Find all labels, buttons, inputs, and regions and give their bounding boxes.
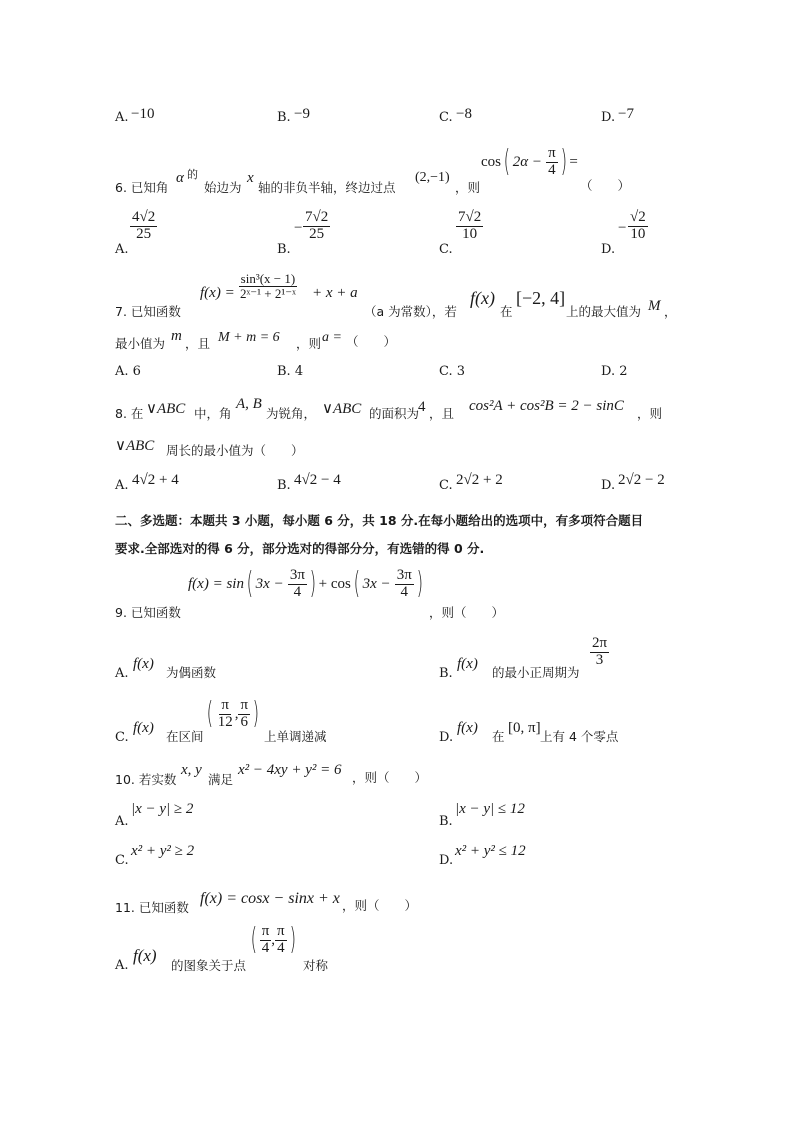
q9-c-frac-2 [238,698,250,731]
q8-option-a-label: A. [115,478,129,493]
q6-cos-inner: 2α − [512,153,542,170]
q9-c-paren-l: ( [206,696,214,732]
q8-option-c-value: 2√2 + 2 [456,472,503,488]
q8-ab: A, B [236,396,262,412]
q6-four: 4 [548,161,556,178]
q7-option-c: C. 3 [439,364,466,379]
q11-a-frac-1-den: 4 [261,939,270,956]
q8-triangle: ∨ABC [146,401,186,417]
q5-option-c-value: −8 [456,106,472,122]
q7-fraction [238,272,298,300]
q7-m: m [171,328,182,344]
q7-condition: M + m = 6 [218,330,280,345]
q7-fraction-num: sin³(x − 1) [240,271,296,286]
q9-option-b-label: B. [439,666,453,681]
q9-frac-2-den: 4 [400,583,409,600]
q10-option-a-label: A. [115,814,129,829]
q8-stem-4: 的面积为 [369,406,420,421]
q11-stem-1: 11. 已知函数 [115,900,189,915]
q6-right-paren: ) [560,144,567,180]
q6-option-c-den: 10 [462,225,478,242]
q9-option-b-fx: f(x) [457,656,478,672]
q10-option-c-label: C. [115,853,129,868]
q9-answer-paren: ，则（ ） [429,605,505,620]
q7-line2-2: ，且 [185,336,211,351]
q10-stem-2: 满足 [208,772,234,787]
q7-option-d: D. 2 [601,364,628,379]
q8-four: 4 [418,399,426,415]
q8-stem-2: 中，角 [194,406,232,421]
q9-frac-2-num: 3π [396,567,412,583]
q5-option-a-label: A. [115,110,129,125]
q11-a-frac-1-num: π [261,923,270,939]
q9-option-d-text-1: 在 [492,729,505,744]
q10-equation: x² − 4xy + y² = 6 [238,762,342,778]
q6-stem-4: 轴的非负半轴，终边过点 [258,180,396,195]
q6-point: (2,−1) [415,170,450,185]
q9-option-c-fx: f(x) [133,720,154,736]
q7-stem-4: 上的最大值为 [566,304,642,319]
q6-x: x [247,170,254,186]
q10-stem-3: ，则（ ） [352,770,428,785]
q7-func: f(x) = [200,285,235,301]
q7-stem-2: （a 为常数），若 [364,304,457,319]
q11-a-comma: , [271,931,276,948]
q7-tail: + x + a [312,285,358,301]
q9-c-frac-1-num: π [221,697,229,713]
q6-option-c-label: C. [439,242,453,257]
q10-xy: x, y [181,762,202,778]
q5-option-b-value: −9 [294,106,310,122]
q9-c-frac-2-num: π [240,697,249,713]
q11-a-frac-2 [275,924,287,957]
q7-option-b: B. 4 [277,364,304,379]
q9-option-a-text: 为偶函数 [166,665,217,680]
q9-plus-cos: + cos [318,575,351,592]
q9-c-frac-1 [216,698,235,731]
q8-equation: cos²A + cos²B = 2 − sinC [469,398,624,414]
q8-stem-6: ，则 [637,406,663,421]
q11-a-frac-2-den: 4 [277,939,285,956]
q8-triangle-2: ∨ABC [322,401,362,417]
q6-pi: π [548,145,556,161]
q7-M: M [648,298,661,314]
q10-option-a-value: |x − y| ≥ 2 [131,801,194,817]
q6-stem-5: ，则 [455,180,481,195]
q9-option-d-text-2: 上有 4 个零点 [540,729,619,744]
q11-function: f(x) = cosx − sinx + x [200,890,340,907]
q9-paren-r2: ) [416,566,423,602]
q9-option-c-text-1: 在区间 [166,729,204,744]
q8-option-a-value: 4√2 + 4 [132,472,179,488]
q10-option-d-value: x² + y² ≤ 12 [455,843,526,859]
section-2-line-1: 二、多选题：本题共 3 小题，每小题 6 分，共 18 分.在每小题给出的选项中，有多项符合题目 [115,513,644,528]
q10-option-b-label: B. [439,814,453,829]
q7-fx: f(x) [470,288,495,308]
q7-line2-3: ，则 [296,336,322,351]
q8-stem-5: ，且 [429,406,455,421]
q7-interval: [−2, 4] [516,288,566,308]
q9-option-d-label: D. [439,730,454,745]
q8-stem-1: 8. 在 [115,406,144,421]
q9-option-b-fraction [590,636,609,669]
q8-option-c-label: C. [439,478,453,493]
q9-func: f(x) = sin [188,575,244,592]
q6-pi-over-4 [546,146,558,179]
q6-option-b-den: 25 [309,225,325,242]
q9-frac-1-den: 4 [293,583,302,600]
q6-option-c-num: 7√2 [458,209,482,225]
q9-inner-2: 3x − [362,575,391,592]
q10-option-d-label: D. [439,853,454,868]
q5-option-d-label: D. [601,110,616,125]
q10-option-b-value: |x − y| ≤ 12 [455,801,525,817]
q6-option-b-minus: − [294,220,303,236]
q11-a-frac-1 [260,924,272,957]
q6-option-d-minus: − [618,220,627,236]
q9-paren-l1: ( [246,566,254,602]
q11-option-a-label: A. [115,958,129,973]
q6-cos-expression [481,146,578,179]
q9-option-b-text: 的最小正周期为 [492,665,580,680]
q6-left-paren: ( [503,144,511,180]
q5-option-d-value: −7 [618,106,634,122]
q7-line2-1: 最小值为 [115,336,166,351]
q9-stem-1: 9. 已知函数 [115,605,181,620]
q10-stem-1: 10. 若实数 [115,772,177,787]
q6-option-a-label: A. [115,242,129,257]
q5-option-b-label: B. [277,110,291,125]
q9-c-comma: , [234,705,239,722]
q9-paren-r1: ) [309,566,317,602]
q11-stem-2: ，则（ ） [342,898,418,913]
q11-option-a-text-2: 对称 [303,958,329,973]
q9-option-a-label: A. [115,666,129,681]
q8-option-b-label: B. [277,478,291,493]
q7-stem-3: 在 [500,304,513,319]
section-2-line-2: 要求.全部选对的得 6 分，部分选对的得部分分，有选错的得 0 分. [115,541,485,556]
q6-option-a-den: 25 [136,225,152,242]
q6-option-a-num: 4√2 [132,209,156,225]
q8-option-d-label: D. [601,478,616,493]
q11-option-a-point [248,924,298,957]
q8-line2-text: 周长的最小值为（ ） [166,443,304,458]
q6-option-b-fraction [303,210,330,243]
q11-option-a-text-1: 的图象关于点 [171,958,247,973]
q8-option-b-value: 4√2 − 4 [294,472,341,488]
q9-option-c-text-2: 上单调递减 [264,729,327,744]
q9-paren-l2: ( [353,566,360,602]
q6-answer-paren: （ ） [580,178,631,193]
q9-c-paren-r: ) [252,696,260,732]
q11-option-a-fx: f(x) [133,946,157,965]
q7-option-a: A. 6 [115,364,141,379]
q7-answer-paren: （ ） [346,334,397,349]
q9-option-d-fx: f(x) [457,720,478,736]
q6-cos: cos [481,153,501,170]
q6-option-d-num: √2 [630,209,646,225]
q9-frac-1-num: 3π [289,567,305,583]
q9-option-b-den: 3 [595,651,604,668]
q7-stem-1: 7. 已知函数 [115,304,181,319]
q9-option-d-interval: [0, π] [508,720,541,736]
q7-fraction-den: 2ˣ⁻¹ + 2¹⁻ˣ [240,285,296,301]
q7-stem-5: ， [664,304,677,319]
q6-option-d-den: 10 [630,225,646,242]
q9-option-c-interval [204,698,262,731]
q9-frac-1 [288,568,307,601]
q6-stem-1: 6. 已知角 [115,180,169,195]
q8-stem-3: 为锐角， [266,406,317,421]
q9-option-c-label: C. [115,730,129,745]
q11-a-paren-l: ( [250,922,258,958]
q6-option-c-fraction [456,210,483,243]
q11-a-frac-2-num: π [277,923,285,939]
q6-option-d-label: D. [601,242,616,257]
q9-c-frac-2-den: 6 [240,713,248,730]
q6-option-b-label: B. [277,242,291,257]
q9-c-frac-1-den: 12 [217,713,233,730]
q9-function [188,568,426,601]
q6-option-a-fraction [130,210,157,243]
q8-line2-triangle: ∨ABC [115,438,155,454]
q5-option-a-value: −10 [131,106,155,122]
q6-equals: = [569,153,578,170]
q6-stem-3: 始边为 [204,180,242,195]
q6-option-b-num: 7√2 [305,209,329,225]
q10-option-c-value: x² + y² ≥ 2 [131,843,195,859]
q9-option-a-fx: f(x) [133,656,154,672]
q9-frac-2 [395,568,414,601]
q9-option-b-num: 2π [592,635,608,651]
q5-option-c-label: C. [439,110,453,125]
q6-stem-2: 的 [187,168,198,181]
q6-alpha: α [176,170,184,186]
q9-inner-1: 3x − [255,575,284,592]
q11-a-paren-r: ) [289,922,296,958]
q6-option-d-fraction [628,210,648,243]
q8-option-d-value: 2√2 − 2 [618,472,665,488]
q7-ask: a = [322,330,342,345]
